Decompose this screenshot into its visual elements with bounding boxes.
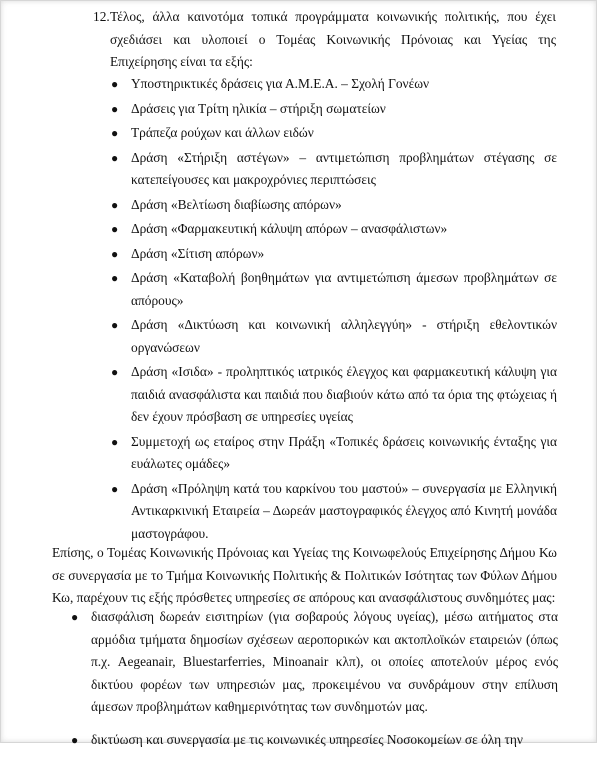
list-item <box>71 606 558 719</box>
list-item <box>111 243 557 266</box>
list-item-text: Δράση «Ισιδα» - προληπτικός ιατρικός έλεγχος και φαρμακευτική κάλυψη για παιδιά ανασφάλιστα και παιδιά που διαβιούν κάτω από τα όρια της φτώχειας ή δεν έχουν πρόσβαση σε υπηρεσίες υγείας <box>131 364 557 424</box>
list-item <box>111 267 557 312</box>
list-item <box>71 729 558 752</box>
list-item <box>111 147 557 192</box>
bullet-icon: ● <box>111 222 119 236</box>
list-item-text: Δράση «Φαρμακευτική κάλυψη απόρων – ανασφάλιστων» <box>131 221 448 236</box>
list-item-text: Δράσεις για Τρίτη ηλικία – στήριξη σωματείων <box>131 100 386 116</box>
list-item <box>111 478 557 546</box>
list-item-text: Δράση «Σίτιση απόρων» <box>131 245 265 261</box>
bullet-icon: ● <box>111 246 119 261</box>
bullet-icon: ● <box>71 610 79 624</box>
list-item-text: Υποστηρικτικές δράσεις για Α.Μ.Ε.Α. – Σχολή Γονέων <box>131 76 430 91</box>
list-item <box>111 431 557 476</box>
list-item-text: Δράση «Βελτίωση διαβίωσης απόρων» <box>131 196 342 212</box>
bullet-icon: ● <box>111 197 119 212</box>
list-item-text: δικτύωση και συνεργασία με τις κοινωνικές υπηρεσίες Νοσοκομείων σε όλη την <box>91 731 523 747</box>
numbered-item-12 <box>93 6 556 74</box>
bullet-icon: ● <box>111 77 119 91</box>
services-bullet-list <box>71 606 558 761</box>
bullet-icon: ● <box>111 318 119 332</box>
bullet-icon: ● <box>111 481 119 496</box>
list-item <box>111 98 557 121</box>
bullet-icon: ● <box>111 271 119 285</box>
list-item <box>111 73 557 96</box>
list-item-text: Δράση «Δικτύωση και κοινωνική αλληλεγγύη» - στήριξη εθελοντικών οργανώσεων <box>131 317 557 355</box>
list-item <box>111 122 557 145</box>
bullet-icon: ● <box>111 365 119 379</box>
list-item <box>111 314 557 359</box>
list-item-text: διασφάλιση δωρεάν εισιτηρίων (για σοβαρούς λόγους υγείας), μέσω αιτήματος στα αρμόδια τμήματα δημοσίων σχέσεων αεροπορικών και ακτοπλοϊκών εταιρειών (όπως π.χ. Aegeanair, Bluestarferries, Minoanair κλπ), οι οποίες αποτελούν μέρος ενός δικτύου φορέων των υπηρεσιών μας, προκειμένου να συνδράμουν στην επίλυση άμεσων προβλημάτων καθημερινότητας των συνδημοτών μας. <box>91 609 558 714</box>
item-number: 12. <box>93 9 110 24</box>
list-item-text: Δράση «Καταβολή βοηθημάτων για αντιμετώπιση άμεσων προβλημάτων σε απόρους» <box>131 270 557 308</box>
item-intro-text: Τέλος, άλλα καινοτόμα τοπικά προγράμματα κοινωνικής πολιτικής, που έχει σχεδιάσει και υλοποιεί ο Τομέας Κοινωνικής Πρόνοιας και Υγείας της Επιχείρησης είναι τα εξής: <box>110 9 556 69</box>
list-item-text: Συμμετοχή ως εταίρος στην Πράξη «Τοπικές δράσεις κοινωνικής ένταξης για ευάλωτες ομάδες» <box>131 433 557 471</box>
list-item-text: Δράση «Πρόληψη κατά του καρκίνου του μαστού» – συνεργασία με Ελληνική Αντικαρκινική Εταιρεία – Δωρεάν μαστογραφικός έλεγχος από Κινητή μονάδα μαστογράφου. <box>131 480 557 541</box>
bullet-icon: ● <box>111 126 119 140</box>
bullet-icon: ● <box>111 101 119 116</box>
bullet-icon: ● <box>111 434 119 449</box>
bullet-icon: ● <box>71 732 79 747</box>
list-item <box>111 218 557 241</box>
list-item-text: Δράση «Στήριξη αστέγων» – αντιμετώπιση προβλημάτων στέγασης σε κατεπείγουσες και μακροχρόνιες περιπτώσεις <box>131 149 557 187</box>
services-paragraph: Επίσης, ο Τομέας Κοινωνικής Πρόνοιας και Υγείας της Κοινωφελούς Επιχείρησης Δήμου Κω σε συνεργασία με το Τμήμα Κοινωνικής Πολιτικής & Πολιτικών Ισότητας των Φύλων Δήμου Κω, παρέχουν τις εξής πρόσθετες υπηρεσίες σε απόρους και ανασφάλιστους συνδημότες μας: <box>52 545 557 605</box>
list-item <box>111 194 557 217</box>
program-bullet-list <box>111 73 557 547</box>
bullet-icon: ● <box>111 150 119 165</box>
list-item <box>111 361 557 429</box>
list-item-text: Τράπεζα ρούχων και άλλων ειδών <box>131 125 314 140</box>
